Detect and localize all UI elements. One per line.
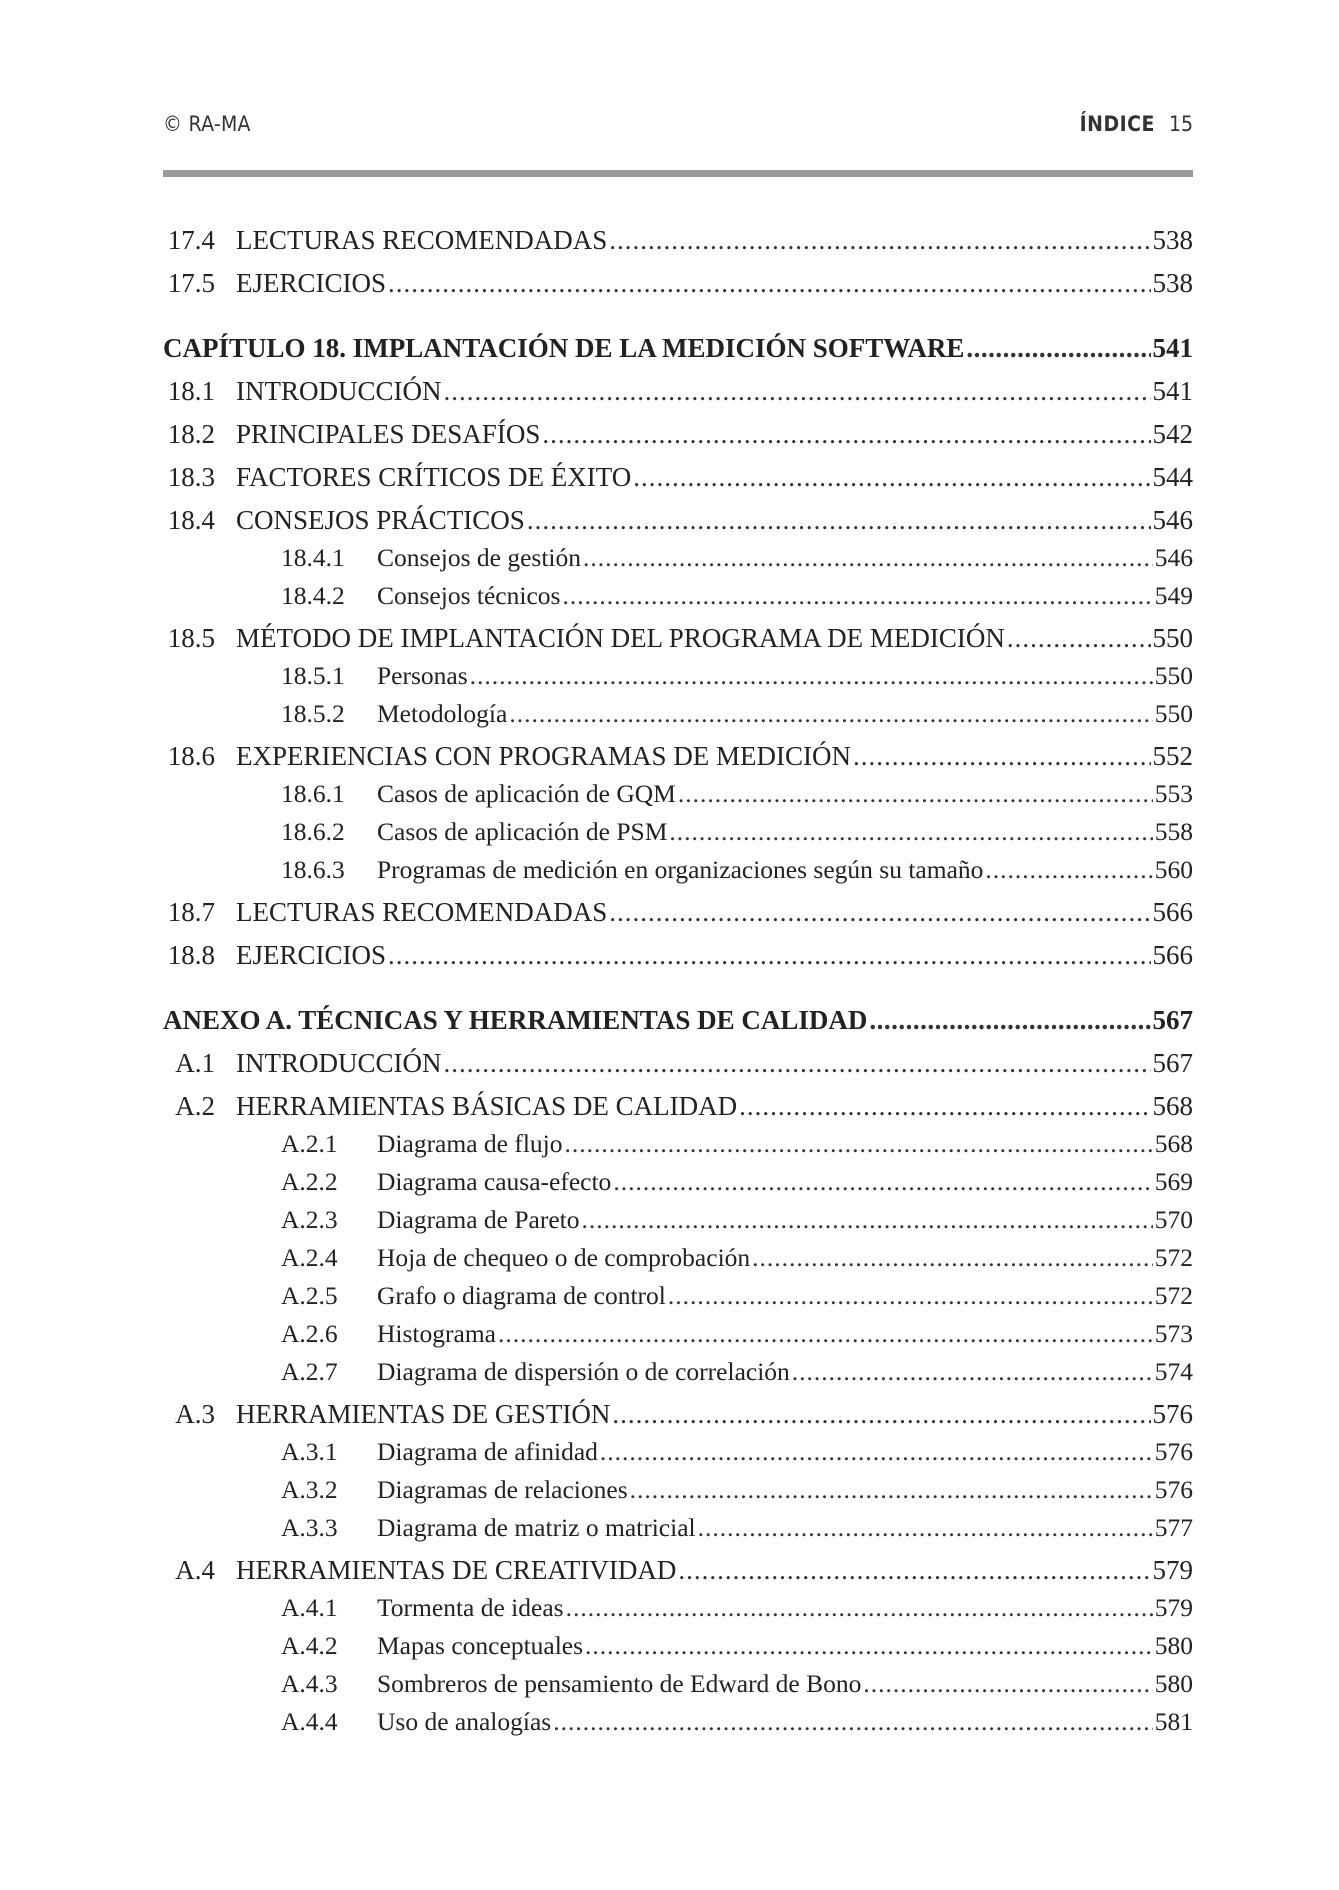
page-header [163, 108, 1193, 142]
toc-entry-number: A.3.2 [281, 1475, 338, 1504]
toc-entry-title: Diagrama de matriz o matricial [377, 1513, 696, 1542]
toc-entry-page: 549 [1154, 581, 1193, 610]
toc-entry-page: 544 [1152, 462, 1193, 492]
dot-leader [752, 1243, 1153, 1273]
toc-entry-title: CAPÍTULO 18. IMPLANTACIÓN DE LA MEDICIÓN SOFTWARE [163, 333, 965, 363]
toc-entry-title: EJERCICIOS [236, 940, 387, 970]
toc-entry-title: HERRAMIENTAS DE GESTIÓN [236, 1399, 611, 1429]
toc-entry-number: 18.8 [167, 940, 215, 970]
toc-entry [163, 1475, 1193, 1505]
toc-entry [163, 779, 1193, 809]
toc-entry-number: A.1 [175, 1048, 215, 1078]
toc-entry-number: 18.1 [167, 376, 215, 406]
toc-entry-title: Casos de aplicación de GQM [377, 779, 676, 808]
toc-entry-page: 579 [1152, 1555, 1193, 1585]
toc-entry-title: FACTORES CRÍTICOS DE ÉXITO [236, 462, 632, 492]
toc-entry [163, 661, 1193, 691]
dot-leader [562, 581, 1152, 611]
toc-entry-page: 553 [1154, 779, 1193, 808]
toc-entry-number: A.3.3 [281, 1513, 338, 1542]
toc-entry-number: A.2.6 [281, 1319, 338, 1348]
dot-leader [985, 855, 1152, 885]
toc-entry [163, 225, 1193, 256]
toc-entry [163, 1129, 1193, 1159]
toc-entry [163, 1399, 1193, 1430]
publisher-copyright: © RA-MA [163, 112, 251, 136]
toc-entry-title: MÉTODO DE IMPLANTACIÓN DEL PROGRAMA DE MEDICIÓN [236, 623, 1005, 653]
toc-entry [163, 623, 1193, 654]
dot-leader [585, 1631, 1153, 1661]
dot-leader [583, 543, 1153, 573]
dot-leader [739, 1091, 1150, 1122]
toc-entry-number: A.2.7 [281, 1357, 338, 1386]
dot-leader [613, 1167, 1152, 1197]
dot-leader [869, 1005, 1150, 1036]
toc-entry-number: A.4.3 [281, 1669, 338, 1698]
toc-chapter-entry [163, 1005, 1193, 1036]
toc-entry [163, 1048, 1193, 1079]
dot-leader [668, 1281, 1153, 1311]
toc-entry-page: 546 [1152, 505, 1193, 535]
dot-leader [609, 225, 1150, 256]
dot-leader [565, 1129, 1153, 1159]
toc-entry-title: LECTURAS RECOMENDADAS [236, 225, 608, 255]
dot-leader [566, 1593, 1153, 1623]
dot-leader [600, 1437, 1153, 1467]
toc-entry-page: 550 [1154, 699, 1193, 728]
toc-entry-title: Diagrama de afinidad [377, 1437, 598, 1466]
toc-entry [163, 268, 1193, 299]
toc-entry-title: INTRODUCCIÓN [236, 376, 442, 406]
toc-entry-title: Metodología [377, 699, 508, 728]
toc-entry-title: EJERCICIOS [236, 268, 387, 298]
dot-leader [678, 1555, 1150, 1586]
toc-entry-number: 18.5.2 [281, 699, 345, 728]
dot-leader [633, 462, 1150, 493]
toc-entry-title: Uso de analogías [377, 1707, 552, 1736]
dot-leader [678, 779, 1153, 809]
toc-entry-page: 552 [1152, 741, 1193, 771]
dot-leader [542, 419, 1150, 450]
toc-entry-page: 541 [1152, 376, 1193, 406]
dot-leader [792, 1357, 1153, 1387]
toc-entry [163, 897, 1193, 928]
section-title: ÍNDICE [1079, 112, 1155, 136]
toc-entry-page: 546 [1154, 543, 1193, 572]
toc-entry-page: 576 [1152, 1399, 1193, 1429]
toc-entry-page: 577 [1154, 1513, 1193, 1542]
toc-entry-page: 566 [1152, 897, 1193, 927]
toc-entry-page: 560 [1154, 855, 1193, 884]
toc-entry-page: 569 [1154, 1167, 1193, 1196]
dot-leader [553, 1707, 1153, 1737]
dot-leader [388, 268, 1150, 299]
dot-leader [1007, 623, 1151, 654]
toc-entry-number: A.2.3 [281, 1205, 338, 1234]
toc-entry-title: Sombreros de pensamiento de Edward de Bono [377, 1669, 862, 1698]
toc-entry [163, 505, 1193, 536]
toc-entry-page: 573 [1154, 1319, 1193, 1348]
dot-leader [609, 897, 1150, 928]
toc-entry-title: EXPERIENCIAS CON PROGRAMAS DE MEDICIÓN [236, 741, 852, 771]
toc-entry [163, 1707, 1193, 1737]
toc-entry-title: Personas [377, 661, 468, 690]
toc-entry-page: 572 [1154, 1281, 1193, 1310]
toc-entry-page: 541 [1152, 333, 1193, 363]
toc-entry-number: 18.4.1 [281, 543, 345, 572]
toc-entry [163, 543, 1193, 573]
toc-entry-number: 18.6 [167, 741, 215, 771]
toc-entry [163, 376, 1193, 407]
toc-entry [163, 855, 1193, 885]
toc-entry-number: 18.6.3 [281, 855, 345, 884]
toc-entry-number: A.2.5 [281, 1281, 338, 1310]
toc-entry-number: 17.5 [167, 268, 215, 298]
toc-entry-title: Diagramas de relaciones [377, 1475, 628, 1504]
toc-entry-number: 18.4.2 [281, 581, 345, 610]
toc-entry-page: 566 [1152, 940, 1193, 970]
dot-leader [527, 505, 1151, 536]
toc-entry-title: CONSEJOS PRÁCTICOS [236, 505, 525, 535]
toc-entry-page: 580 [1154, 1669, 1193, 1698]
toc-entry-number: 18.5.1 [281, 661, 345, 690]
toc-entry [163, 741, 1193, 772]
header-right [1080, 112, 1193, 136]
toc-entry-page: 581 [1154, 1707, 1193, 1736]
toc-entry [163, 699, 1193, 729]
dot-leader [444, 1048, 1151, 1079]
toc-entry-number: A.4.2 [281, 1631, 338, 1660]
toc-entry-page: 567 [1152, 1048, 1193, 1078]
toc-entry [163, 1513, 1193, 1543]
toc-entry-number: 17.4 [167, 225, 215, 255]
page-number: 15 [1168, 112, 1193, 136]
dot-leader [509, 699, 1152, 729]
toc-entry-number: A.2.2 [281, 1167, 338, 1196]
dot-leader [444, 376, 1151, 407]
toc-entry [163, 581, 1193, 611]
toc-entry [163, 419, 1193, 450]
toc-entry-page: 579 [1154, 1593, 1193, 1622]
toc-entry-number: 18.3 [167, 462, 215, 492]
toc-entry-title: ANEXO A. TÉCNICAS Y HERRAMIENTAS DE CALIDAD [163, 1005, 868, 1035]
dot-leader [669, 817, 1152, 847]
dot-leader [698, 1513, 1153, 1543]
dot-leader [612, 1399, 1150, 1430]
toc-entry [163, 1091, 1193, 1122]
toc-entry-page: 567 [1152, 1005, 1193, 1035]
toc-entry-page: 576 [1154, 1437, 1193, 1466]
toc-entry [163, 1167, 1193, 1197]
toc-entry [163, 1319, 1193, 1349]
dot-leader [470, 661, 1153, 691]
toc-entry [163, 1437, 1193, 1467]
toc-entry-title: Consejos de gestión [377, 543, 581, 572]
toc-entry-number: 18.7 [167, 897, 215, 927]
toc-entry-title: Diagrama causa-efecto [377, 1167, 612, 1196]
toc-entry-page: 568 [1152, 1091, 1193, 1121]
toc-entry [163, 1357, 1193, 1387]
dot-leader [388, 940, 1150, 971]
toc-entry-number: 18.4 [167, 505, 215, 535]
toc-entry-number: A.4 [175, 1555, 215, 1585]
toc-entry-title: PRINCIPALES DESAFÍOS [236, 419, 541, 449]
toc-entry-page: 576 [1154, 1475, 1193, 1504]
toc-entry [163, 1243, 1193, 1273]
toc-entry-title: HERRAMIENTAS DE CREATIVIDAD [236, 1555, 677, 1585]
toc-entry-page: 570 [1154, 1205, 1193, 1234]
toc-entry [163, 940, 1193, 971]
toc-entry [163, 1631, 1193, 1661]
toc-entry-page: 574 [1154, 1357, 1193, 1386]
toc-entry [163, 1205, 1193, 1235]
toc-entry-number: A.4.1 [281, 1593, 338, 1622]
toc-entry-title: INTRODUCCIÓN [236, 1048, 442, 1078]
toc-entry-page: 580 [1154, 1631, 1193, 1660]
toc-entry-title: Histograma [377, 1319, 496, 1348]
toc-entry-number: A.3 [175, 1399, 215, 1429]
toc-entry-page: 558 [1154, 817, 1193, 846]
toc-entry-title: Diagrama de Pareto [377, 1205, 580, 1234]
toc-entry-title: HERRAMIENTAS BÁSICAS DE CALIDAD [236, 1091, 738, 1121]
toc-entry-page: 550 [1154, 661, 1193, 690]
toc-entry-page: 550 [1152, 623, 1193, 653]
toc-entry-number: 18.5 [167, 623, 215, 653]
toc-entry [163, 1555, 1193, 1586]
toc-entry [163, 1593, 1193, 1623]
toc-entry-title: Diagrama de dispersión o de correlación [377, 1357, 790, 1386]
toc-entry-number: A.2.4 [281, 1243, 338, 1272]
toc-entry-number: A.3.1 [281, 1437, 338, 1466]
toc-entry-title: Grafo o diagrama de control [377, 1281, 666, 1310]
dot-leader [966, 333, 1150, 364]
toc-entry-number: A.4.4 [281, 1707, 338, 1736]
toc-chapter-entry [163, 333, 1193, 364]
toc-entry-title: Diagrama de flujo [377, 1129, 563, 1158]
toc-entry [163, 1669, 1193, 1699]
toc-entry-page: 542 [1152, 419, 1193, 449]
toc-entry-title: LECTURAS RECOMENDADAS [236, 897, 608, 927]
toc-entry-number: 18.6.1 [281, 779, 345, 808]
toc-entry-title: Tormenta de ideas [377, 1593, 564, 1622]
toc-entry-title: Casos de aplicación de PSM [377, 817, 668, 846]
toc-entry-number: 18.2 [167, 419, 215, 449]
header-rule [163, 170, 1193, 177]
toc-entry-number: A.2 [175, 1091, 215, 1121]
toc-entry-page: 568 [1154, 1129, 1193, 1158]
dot-leader [630, 1475, 1153, 1505]
toc-entry-title: Hoja de chequeo o de comprobación [377, 1243, 751, 1272]
toc-entry-number: A.2.1 [281, 1129, 338, 1158]
dot-leader [498, 1319, 1153, 1349]
toc-entry-page: 538 [1152, 268, 1193, 298]
toc-entry-title: Consejos técnicos [377, 581, 561, 610]
toc-entry-title: Mapas conceptuales [377, 1631, 584, 1660]
toc-entry-number: 18.6.2 [281, 817, 345, 846]
dot-leader [582, 1205, 1153, 1235]
toc-entry [163, 462, 1193, 493]
toc-entry-page: 538 [1152, 225, 1193, 255]
toc-entry [163, 1281, 1193, 1311]
toc-entry-title: Programas de medición en organizaciones según su tamaño [377, 855, 984, 884]
toc-entry-page: 572 [1154, 1243, 1193, 1272]
dot-leader [853, 741, 1150, 772]
dot-leader [863, 1669, 1152, 1699]
toc-entry [163, 817, 1193, 847]
